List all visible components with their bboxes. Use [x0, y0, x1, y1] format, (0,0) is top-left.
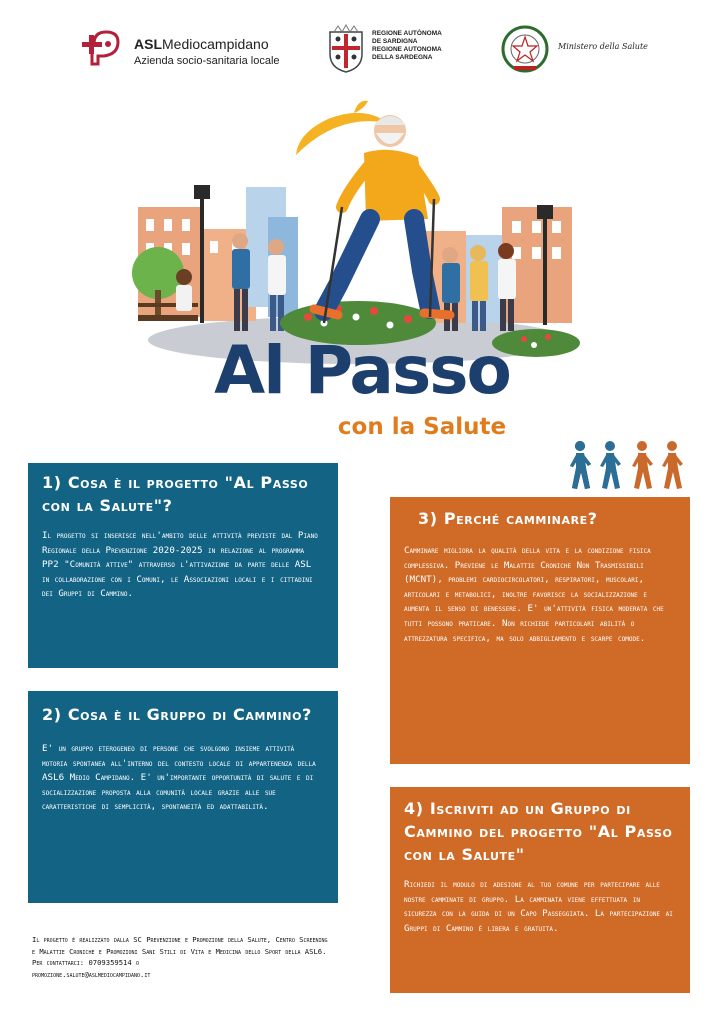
ministry-name: Ministero della Salute [558, 42, 648, 51]
footer-credits: Il progetto è realizzato dalla SC Prevenzione e Promozione della Salute, Centro Screening e Malattie Croniche e Promozioni Sani Stili di Vita e Medicina dello Sport della ASL6. [32, 935, 328, 956]
section-why-walk-title: 3) Perché camminare? [418, 509, 598, 528]
section-walking-group-title: 2) Cosa è il Gruppo di Cammino? [42, 705, 312, 724]
asl-subtitle: Azienda socio-sanitaria locale [134, 55, 280, 67]
footer-email[interactable]: promozione.salute@aslmediocampidano.it [32, 969, 151, 979]
section-why-walk-body: Camminare migliora la qualità della vita e la condizione fisica complessiva. Previene le Malattie Croniche Non Trasmissibili (MCNT), problemi cardiocircolatori, respiratori, muscolari, articolari e metabolici, inoltre favorisce la socializzazione e aumenta il senso di benessere. E' un'attività fisica moderata che tutti possono praticare. Non richiede particolari abilità o attrezzatura specifica, ma solo abbigliamento e scarpe comode. [404, 545, 664, 644]
section-walking-group-body: E' un gruppo eterogeneo di persone che svolgono insieme attività motoria spontanea all'interno del contesto locale di appartenenza della ASL6 Medio Campidano. E' un'importante opportunità di salute e di socializzazione proposta alla comunità locale grazie alle sue caratteristiche di semplicità, spontaneità ed adattabilità. [42, 743, 316, 813]
section-project-title: 1) Cosa è il progetto "Al Passo con la Salute"? [42, 473, 309, 515]
section-sign-up-body: Richiedi il modulo di adesione al tuo comune per partecipare alle nostre camminate di gruppo. La camminata viene effettuata in sicurezza con la guida di un Capo Passeggiata. La partecipazione ai Gruppi di Cammino è libera e gratuita. [404, 879, 673, 934]
italian-republic-emblem-icon [500, 24, 550, 74]
section-walking-group [28, 691, 338, 903]
hero-illustration [128, 95, 588, 367]
sardinia-coat-of-arms-icon [326, 24, 366, 74]
section-project [28, 463, 338, 668]
section-project-body: Il progetto si inserisce nell'ambito delle attività previste dal Piano Regionale della Prevenzione 2020-2025 in relazione al programma PP2 "Comunità attive" attraverso l'attivazione da parte delle ASL in collaborazione con i Comuni, le Associazioni locali e i cittadini dei Gruppi di Cammino. [42, 530, 318, 600]
page-title: Al Passo [214, 332, 510, 409]
footer-contact: Per contattarci: 0709359514 o [32, 958, 140, 967]
footer-note [32, 934, 332, 980]
asl-logo-icon [80, 24, 136, 68]
walking-people-icon [566, 440, 690, 492]
section-why-walk [390, 497, 690, 764]
asl-brand-name: ASLMediocampidano [134, 36, 269, 52]
section-sign-up [390, 787, 690, 993]
page-subtitle: con la Salute [337, 414, 507, 440]
region-name: REGIONE AUTÒNOMA DE SARDIGNA REGIONE AUTONOMA DELLA SARDEGNA [372, 30, 442, 61]
section-sign-up-title: 4) Iscriviti ad un Gruppo di Cammino del progetto "Al Passo con la Salute" [404, 799, 673, 864]
